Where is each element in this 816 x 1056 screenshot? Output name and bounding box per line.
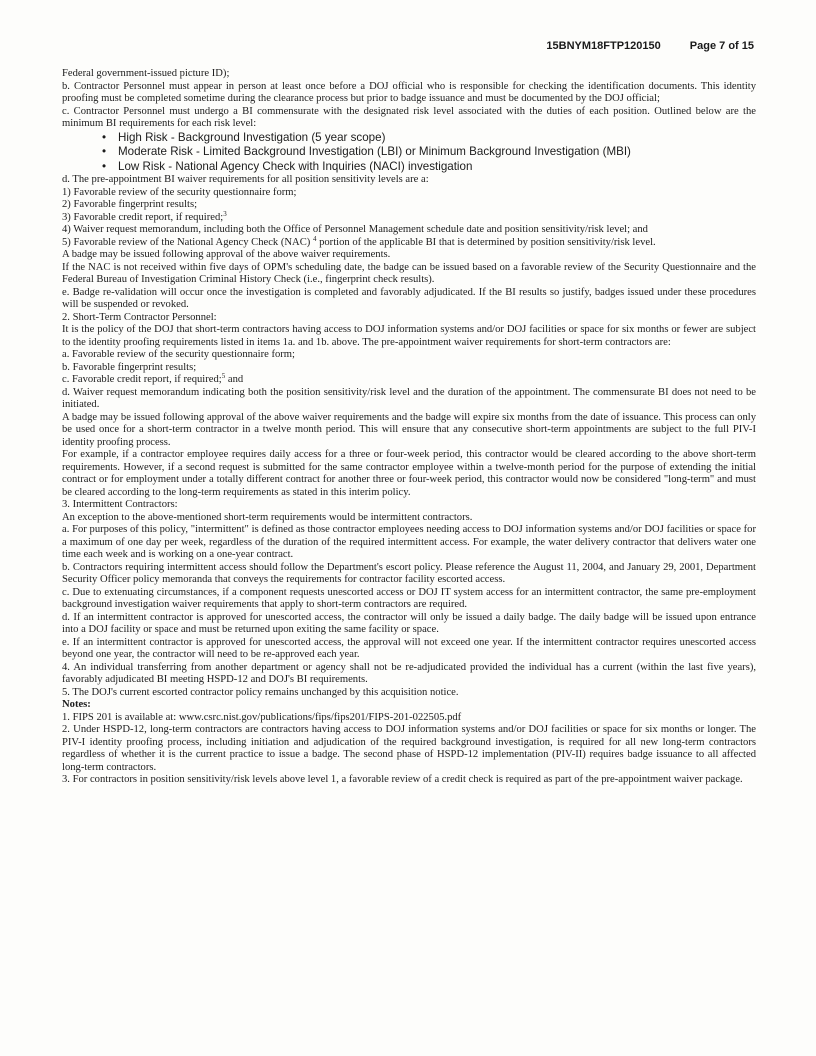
paragraph: 2) Favorable fingerprint results; [62,199,198,210]
paragraph [62,374,756,387]
paragraph: a. Favorable review of the security questionnaire form; [62,349,295,360]
footnote-ref: 3 [223,209,227,218]
paragraph: 1) Favorable review of the security questionnaire form; [62,186,297,198]
list-item: • High Risk - Background Investigation (5 year scope) [102,131,756,146]
paragraph-text: c. Favorable credit report, if required; [62,374,222,385]
section-heading: 2. Short-Term Contractor Personnel: [62,311,217,323]
section-heading: 3. Intermittent Contractors: [62,499,178,510]
paragraph: d. If an intermittent contractor is approved for unescorted access, the contractor will only be issued a daily badge. The daily badge will be issued upon entrance into a DOJ facility or space and must be returned upon exiting the same facility or space. [62,611,756,635]
notes-heading: Notes: [62,699,91,710]
paragraph: A badge may be issued following approval of the above waiver requirements and the badge will expire six months from the date of issuance. This process can only be used once for a short-term contractor in a twelve month period. This will ensure that any consecutive short-term appointments are subject to the full PIV-I identity proofing process. [62,411,756,448]
paragraph [62,234,756,250]
paragraph: For example, if a contractor employee requires daily access for a three or four-week period, this contractor would be cleared according to the above short-term requirements. However, if a second request is submitted for the same contractor employee within a twelve-month period for the purpose of extending the initial contract or for employment under a totally different contract for another three or four-week period, this contractor would now be considered "long-term" and must be cleared according to the long-term requirements as stated in this interim policy. [62,449,756,498]
page-header [546,40,754,52]
footnote-ref: 4 [312,234,317,243]
note-item: 1. FIPS 201 is available at: www.csrc.nist.gov/publications/fips/fips201/FIPS-201-022505.pdf [62,711,462,723]
paragraph: 4. An individual transferring from another department or agency shall not be re-adjudicated provided the individual has a current (within the last five years), favorably adjudicated BI meeting HSPD-12 and DOJ's BI requirements. [62,661,756,685]
paragraph: A badge may be issued following approval of the above waiver requirements. [62,249,391,260]
paragraph: a. For purposes of this policy, "intermittent" is defined as those contractor employees needing access to DOJ information systems and/or DOJ facilities or space for a maximum of one day per week, regardless of the duration of the required intermittent access. For example, the water delivery contractor that delivers water one time each week and is working on a one-year contract. [62,524,756,560]
risk-level-list [62,131,756,175]
paragraph: d. Waiver request memorandum indicating both the position sensitivity/risk level and the duration of the appointment. The commensurate BI does not need to be initiated. [62,386,756,410]
page-number: Page 7 of 15 [689,40,754,52]
note-item: 2. Under HSPD-12, long-term contractors are contractors having access to DOJ information systems and/or DOJ facilities or space for six months or longer. The PIV-I identity proofing process, including initiation and adjudication of the required background investigation, is required for all new long-term contractors regardless of whether it is the current practice to issue a badge. The second phase of HSPD-12 implementation (PIV-II) requires badge issuance to all affected long-term contractors. [62,724,756,773]
paragraph: 4) Waiver request memorandum, including both the Office of Personnel Management schedule date and position sensitivity/risk level; and [62,224,648,235]
paragraph [62,209,756,225]
paragraph: 5. The DOJ's current escorted contractor policy remains unchanged by this acquisition notice. [62,686,459,698]
document-id: 15BNYM18FTP120150 [546,40,661,52]
note-item: 3. For contractors in position sensitivity/risk levels above level 1, a favorable review of a credit check is required as part of the pre-appointment waiver package. [62,774,743,785]
paragraph: b. Contractor Personnel must appear in person at least once before a DOJ official who is responsible for checking the identification documents. This identity proofing must be completed sometime during the clearance process but prior to badge issuance and must be documented by the DOJ official; [62,80,756,104]
list-item: • Low Risk - National Agency Check with Inquiries (NACI) investigation [102,160,756,175]
paragraph: e. Badge re-validation will occur once the investigation is completed and favorably adjudicated. If the BI results so justify, badges issued under these procedures will be suspended or revoked. [62,286,756,310]
paragraph: e. If an intermittent contractor is approved for unescorted access, the approval will not exceed one year. If the intermittent contractor requires unescorted access beyond one year, the contractor will need to be re-approved each year. [62,636,756,660]
paragraph: c. Due to extenuating circumstances, if a component requests unescorted access or DOJ IT system access for an intermittent contractor, the same pre-employment background investigation waiver requirements that apply to short-term contractors are required. [62,586,756,610]
paragraph: c. Contractor Personnel must undergo a BI commensurate with the designated risk level associated with the duties of each position. Outlined below are the minimum BI requirements for each risk level: [62,105,756,129]
list-item: • Moderate Risk - Limited Background Investigation (LBI) or Minimum Background Investigation (MBI) [102,145,756,160]
paragraph: Federal government-issued picture ID); [62,68,230,79]
footnote-ref: 5 [221,372,226,380]
paragraph-text: portion of the applicable BI that is determined by position sensitivity/risk level. [316,236,656,248]
paragraph: It is the policy of the DOJ that short-term contractors having access to DOJ information systems and/or DOJ facilities or space for six months or fewer are subject to the identity proofing requirements listed in items 1a. and 1b. above. The pre-appointment waiver requirements for short-term contractors are: [62,324,756,348]
paragraph-text: 5) Favorable review of the National Agency Check (NAC) [62,236,313,248]
paragraph: b. Favorable fingerprint results; [62,361,197,373]
document-body [62,68,756,787]
paragraph: b. Contractors requiring intermittent access should follow the Department's escort policy. Please reference the August 11, 2004, and January 29, 2001, Department Security Officer policy memoranda that conveys the requirements for contractor facility escorted access. [62,561,756,585]
paragraph-text: 3) Favorable credit report, if required; [62,211,224,223]
paragraph: d. The pre-appointment BI waiver requirements for all position sensitivity levels are a: [62,174,429,185]
paragraph-text: and [225,374,244,385]
paragraph: If the NAC is not received within five days of OPM's scheduling date, the badge can be issued based on a favorable review of the Security Questionnaire and the Federal Bureau of Investigation Criminal History Check (i.e., fingerprint check results). [62,261,756,285]
paragraph: An exception to the above-mentioned short-term requirements would be intermittent contractors. [62,511,473,523]
